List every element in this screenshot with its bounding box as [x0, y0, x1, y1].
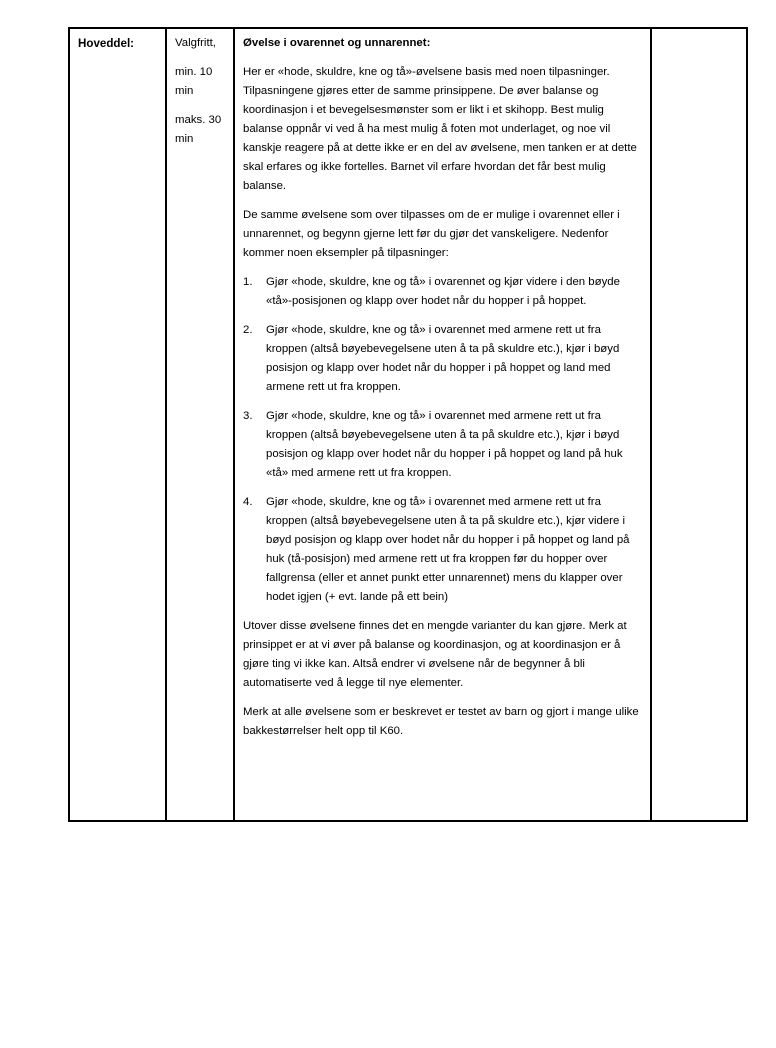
list-item-text: Gjør «hode, skuldre, kne og tå» i ovarennet med armene rett ut fra kroppen (altså bøyebevegelsene uten å ta på skuldre etc.), kjør i bøyd posisjon og klapp over hodet når du hopper i på hoppet og land på huk «tå» med armene rett ut fra kroppen.: [266, 410, 623, 479]
exercise-list: [243, 273, 644, 607]
time-min: min. 10 min: [175, 66, 213, 97]
intro-paragraph: Her er «hode, skuldre, kne og tå»-øvelsene basis med noen tilpasninger. Tilpasningene gjøres etter de samme prinsippene. De øver balanse og koordinasjon i et bevegelsesmønster som er likt i et skihopp. Best mulig balanse oppnår vi ved å ha mest mulig å foten mot underlaget, og noe vil kanskje reagere på at dette ikke er en del av øvelsene, men tanken er at dette skal erfares og ikke fortelles. Barnet vil erfare hvordan det får best mulig balanse.: [243, 66, 637, 192]
tested-note-paragraph: Merk at alle øvelsene som er beskrevet er testet av barn og gjort i mange ulike bakkestørrelser helt opp til K60.: [243, 706, 639, 737]
time-cell: [166, 28, 234, 821]
list-item-number: 3.: [243, 410, 253, 422]
empty-notes-cell: [651, 28, 747, 821]
list-item-number: 4.: [243, 496, 253, 508]
list-item: [243, 493, 644, 607]
list-item: [243, 273, 644, 311]
list-item-number: 2.: [243, 324, 253, 336]
plan-table: [68, 27, 748, 822]
table-row: [69, 28, 747, 821]
adaptation-paragraph: De samme øvelsene som over tilpasses om de er mulige i ovarennet eller i unnarennet, og begynn gjerne lett før du gjør det vanskeligere. Nedenfor kommer noen eksempler på tilpasninger:: [243, 209, 620, 259]
time-max: maks. 30 min: [175, 114, 222, 145]
list-item-text: Gjør «hode, skuldre, kne og tå» i ovarennet og kjør videre i den bøyde «tå»-posisjonen og klapp over hodet når du hopper i på hoppet.: [266, 276, 620, 307]
content-cell: [234, 28, 651, 821]
variants-paragraph: Utover disse øvelsene finnes det en mengde varianter du kan gjøre. Merk at prinsippet er at vi øver på balanse og koordinasjon, og at koordinasjon er å gjøre ting vi ikke kan. Altså endrer vi øvelsene når de begynner å bli automatiserte ved å legge til nye elementer.: [243, 620, 627, 689]
list-item: [243, 321, 644, 397]
list-item-text: Gjør «hode, skuldre, kne og tå» i ovarennet med armene rett ut fra kroppen (altså bøyebevegelsene uten å ta på skuldre etc.), kjør videre i bøyd posisjon og klapp over hodet når du hopper i på hoppet og land på huk (tå-posisjon) med armene rett ut fra kroppen før du hopper over fallgrensa (eller et annet punkt etter unnarennet) mens du klapper over hodet igjen (+ evt. lande på ett bein): [266, 496, 630, 603]
exercise-title: Øvelse i ovarennet og unnarennet:: [243, 37, 431, 49]
list-item-text: Gjør «hode, skuldre, kne og tå» i ovarennet med armene rett ut fra kroppen (altså bøyebevegelsene uten å ta på skuldre etc.), kjør i bøyd posisjon og klapp over hodet når du hopper i på hoppet og land med armene rett ut fra kroppen.: [266, 324, 620, 393]
time-optional: Valgfritt,: [175, 37, 216, 49]
list-item: [243, 407, 644, 483]
section-label-cell: [69, 28, 166, 821]
section-label: Hoveddel:: [78, 37, 135, 50]
list-item-number: 1.: [243, 276, 253, 288]
